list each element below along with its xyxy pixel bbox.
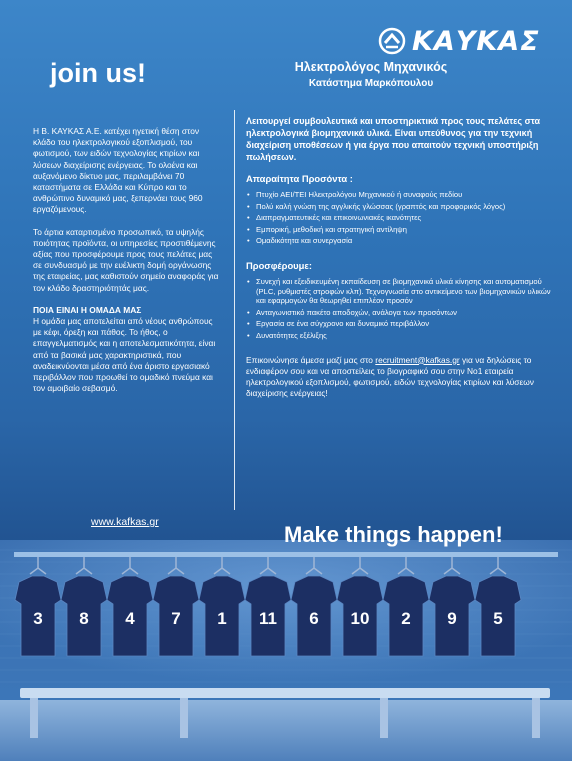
- contact-text-after: για να δηλώσεις το ενδιαφέρον σου και να αποστείλεις το βιογραφικό σου στην Νο1 εταιρεία ηλεκτρολογικού εξοπλισμού, φωτισμού, ειδών τεχνολογίας κτιρίων και λύσεων διαχείρισης ενέργειας!: [246, 354, 534, 399]
- team-heading: ΠΟΙΑ ΕΙΝΑΙ Η ΟΜΑΔΑ ΜΑΣ: [33, 304, 142, 315]
- slogan: Make things happen!: [284, 522, 503, 547]
- jersey-number: 7: [171, 609, 181, 628]
- contact-text-before: Επικοινώνησε άμεσα μαζί μας στο: [246, 354, 376, 365]
- recruitment-email-link[interactable]: recruitment@kafkas.gr: [375, 354, 460, 365]
- offer-item: • Συνεχή και εξειδικευμένη εκπαίδευση σε βιομηχανικά υλικά κίνησης και αυτοματισμού (PLC, ρυθμιστές στροφών κλπ). Τεχνογνωσία στο αντικείμενο των βιομηχανικών υλικών και εφαρμογών θα θεωρηθεί επιπλέον προσόν: [246, 277, 556, 306]
- jersey-number: 11: [259, 609, 277, 628]
- jersey-number: 10: [350, 609, 370, 628]
- requirement-item: • Πολύ καλή γνώση της αγγλικής γλώσσας (γραπτός και προφορικός λόγος): [246, 202, 556, 212]
- requirement-item: • Διαπραγματευτικές και επικοινωνιακές ικανότητες: [246, 213, 556, 223]
- offer-item: • Ανταγωνιστικό πακέτο αποδοχών, ανάλογα των προσόντων: [246, 308, 556, 318]
- requirements-list: [246, 190, 556, 246]
- requirement-item: • Πτυχίο ΑΕΙ/ΤΕΙ Ηλεκτρολόγου Μηχανικού ή συναφούς πεδίου: [246, 190, 556, 200]
- jersey-number: 1: [217, 609, 227, 628]
- hanger-rail: [14, 552, 558, 557]
- website-link[interactable]: www.kafkas.gr: [91, 516, 159, 528]
- jersey-number: 8: [79, 609, 89, 628]
- kafkas-logo: [378, 26, 546, 56]
- jersey-number: 6: [309, 609, 319, 628]
- offer-item: • Δυνατότητες εξέλιξης: [246, 331, 556, 341]
- offer-item: • Εργασία σε ένα σύγχρονο και δυναμικό περιβάλλον: [246, 319, 556, 329]
- company-description: [33, 126, 223, 405]
- join-us-heading: join us!: [50, 58, 146, 88]
- company-paragraph-2: Το άρτια καταρτισμένο προσωπικό, τα υψηλής ποιότητας προϊόντα, οι υπηρεσίες προστιθέμενης αξίας που προσφέρουμε προς τους πελάτες μας σε συνδυασμό με την ευέλικτη δομή οργάνωσης της εταιρείας, μας καθιστούν σημείο αναφοράς για τον κλάδο δραστηριότητάς μας.: [33, 226, 219, 293]
- requirement-item: • Ομαδικότητα και συνεργασία: [246, 236, 556, 246]
- requirements-title: Απαραίτητα Προσόντα :: [246, 173, 353, 184]
- kafkas-logo-icon: [378, 27, 406, 55]
- logo-text: ΚΑΥΚΑΣ: [412, 25, 540, 57]
- company-paragraph-1: Η Β. ΚΑΥΚΑΣ Α.Ε. κατέχει ηγετική θέση στον κλάδο του ηλεκτρολογικού εξοπλισμού, του φωτισμού, των ειδών τεχνολογίας κτιρίων και λύσεων διαχείρισης ενέργειας. Το ολοένα και αυξανόμενο δίκτυο μας, περιλαμβάνει 70 καταστήματα σε Ελλάδα και Κύπρο και το ανθρώπινο δυναμικό μας, ξεπερνάει τους 960 εργαζόμενους.: [33, 126, 203, 215]
- job-location: Κατάστημα Μαρκόπουλου: [308, 78, 434, 89]
- requirement-item: • Εμπορική, μεθοδική και στρατηγική αντίληψη: [246, 225, 556, 235]
- offer-list: [246, 277, 556, 341]
- column-divider: [234, 110, 235, 510]
- jersey-number: 4: [125, 609, 135, 628]
- bench: [20, 688, 550, 698]
- team-paragraph: Η ομάδα μας αποτελείται από νέους ανθρώπους με κέφι, όρεξη και πάθος. Το ήθος, ο επαγγελματισμός και η αποτελεσματικότητα, είναι από τα βασικά μας χαρακτηριστικά, που αναδεικνύονται μέσα από ένα άριστο εργασιακό περιβάλλον που προωθεί το ομαδικό πνεύμα και τον αμοιβαίο σεβασμό.: [33, 316, 216, 394]
- jersey-number: 5: [493, 609, 503, 628]
- jersey-number: 2: [401, 609, 411, 628]
- contact-paragraph: [246, 355, 556, 400]
- jersey-number: 9: [447, 609, 457, 628]
- locker-room-image: [0, 540, 572, 761]
- job-title: Ηλεκτρολόγος Μηχανικός: [294, 60, 448, 74]
- jersey-number: 3: [33, 609, 43, 628]
- offer-title: Προσφέρουμε:: [246, 259, 312, 271]
- job-details: [246, 115, 556, 399]
- role-intro: Λειτουργεί συμβουλευτικά και υποστηρικτικά προς τους πελάτες στα ηλεκτρολογικά βιομηχανικά υλικά. Είναι υπεύθυνος για την τεχνική διαχείριση υποθέσεων ή για έργα που απαιτούν τεχνική υποστήριξη πωλήσεων.: [246, 116, 541, 162]
